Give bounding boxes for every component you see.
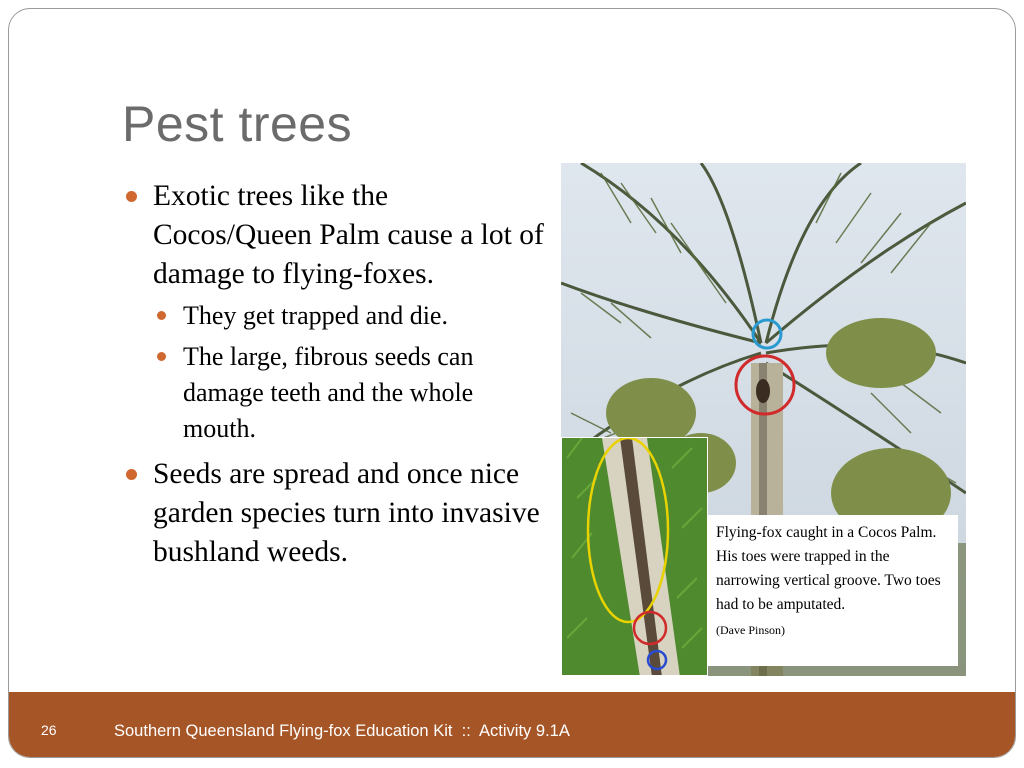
bullet-dot-icon [157,311,166,320]
bullet-text: Seeds are spread and once nice garden species turn into invasive bushland weeds. [153,458,540,568]
bullet-text: Exotic trees like the Cocos/Queen Palm cause a lot of damage to flying-foxes. [153,180,544,290]
bullet-dot-icon [126,191,137,202]
trunk-closeup-image [562,438,708,676]
bullet-item [122,177,552,294]
footer-bar [9,692,1016,758]
photo-caption [708,515,958,666]
photo-credit: (Dave Pinson) [716,623,785,637]
sub-bullet-item [153,339,552,447]
bullet-dot-icon [126,469,137,480]
caption-text: Flying-fox caught in a Cocos Palm. His toes were trapped in the narrowing vertical groove. Two toes had to be amputated. [716,524,941,613]
sub-bullet-text: They get trapped and die. [183,301,448,330]
page-title: Pest trees [122,96,353,152]
trunk-closeup-photo [561,437,708,676]
sub-bullet-item [153,298,552,334]
footer-text: Southern Queensland Flying-fox Education Kit :: Activity 9.1A [114,722,570,740]
sub-bullet-text: The large, fibrous seeds can damage teeth and the whole mouth. [183,342,474,443]
bullet-dot-icon [157,352,166,361]
slide-frame [8,8,1016,758]
slide-number: 26 [41,722,57,738]
bullet-item [122,455,552,572]
bullet-list [122,177,552,576]
